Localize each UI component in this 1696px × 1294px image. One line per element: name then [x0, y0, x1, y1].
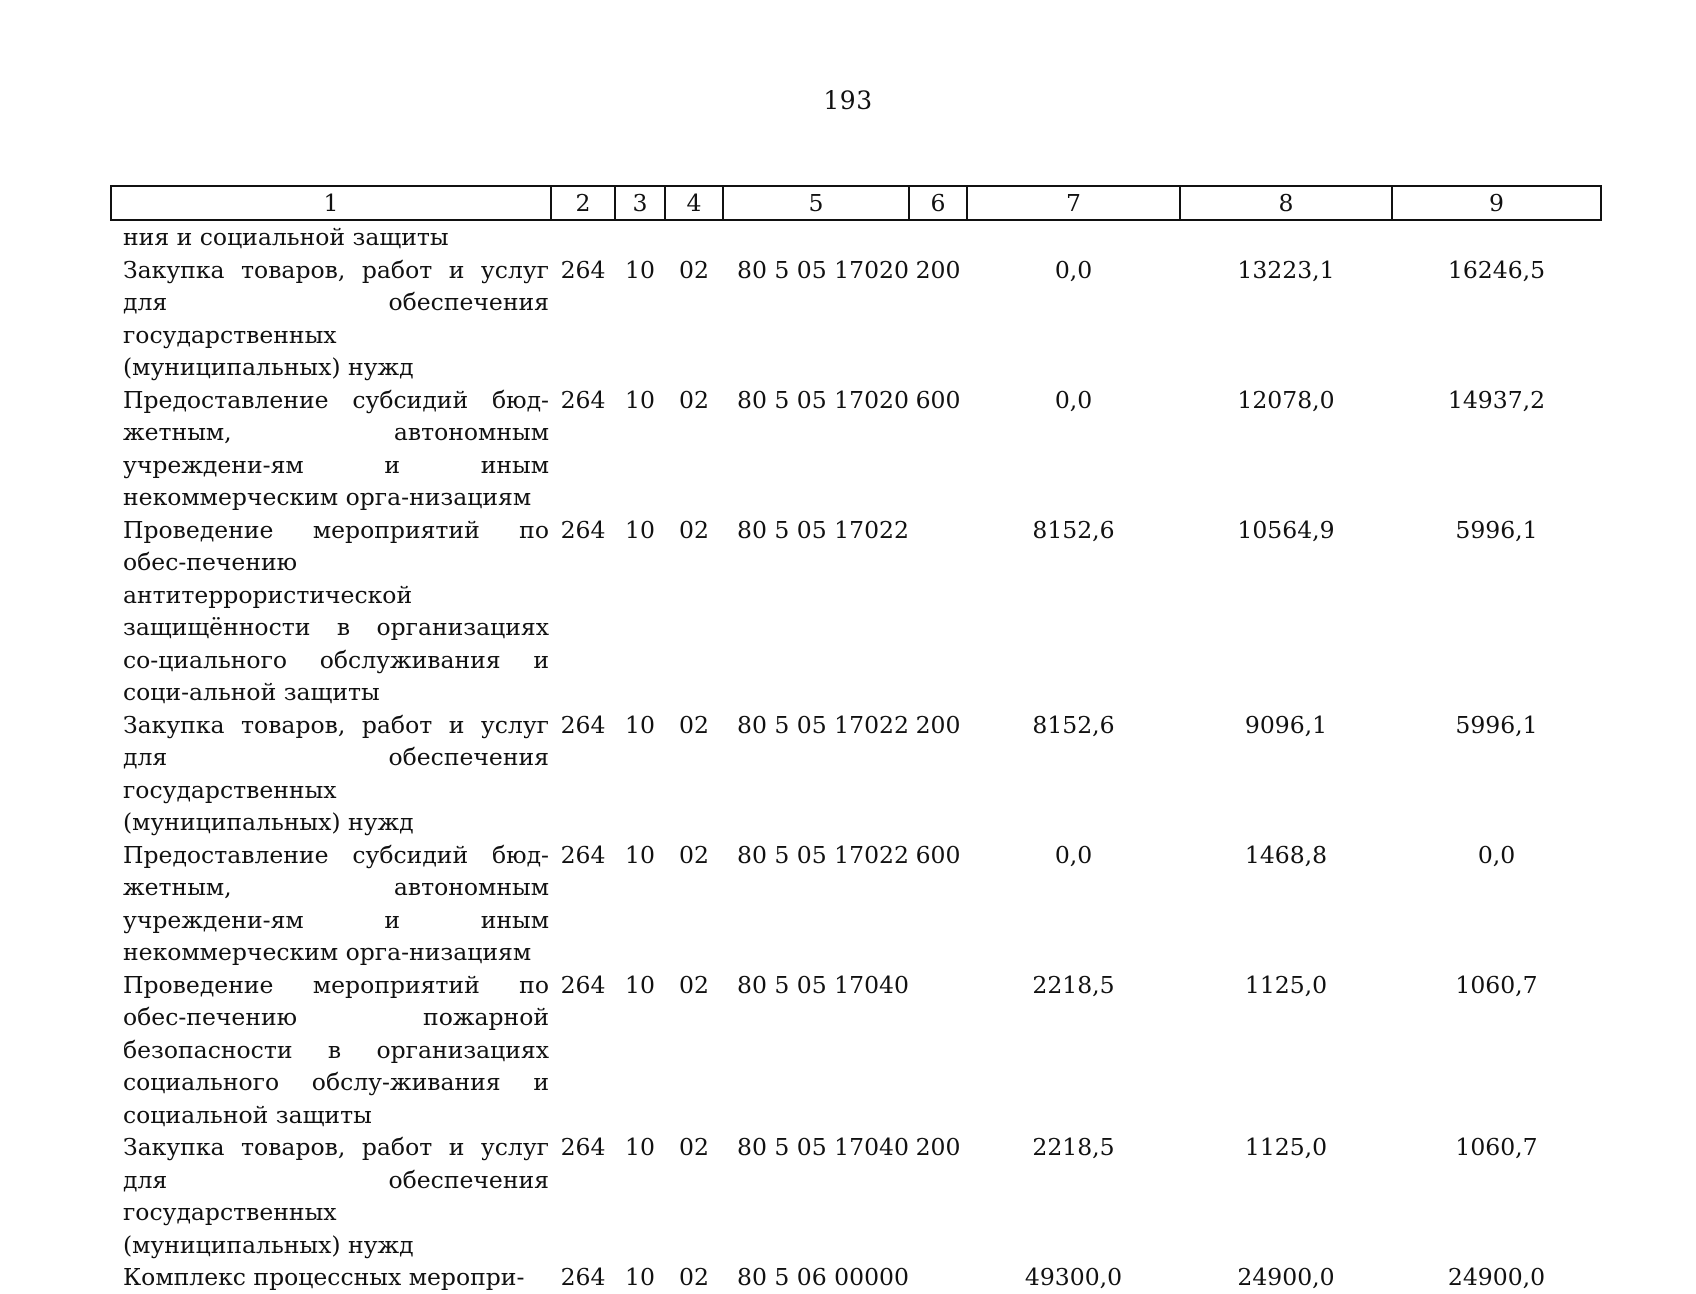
- row-name: Закупка товаров, работ и услуг для обеспечения государственных (муниципальных) нужд: [123, 255, 549, 381]
- row-target-article: 80 5 05 17020: [737, 255, 909, 284]
- row-target-article: 80 5 06 00000: [737, 1263, 909, 1291]
- row-target-article: 80 5 05 17022: [737, 840, 909, 869]
- row-grbs: [551, 220, 615, 254]
- row-section: 10: [625, 840, 655, 869]
- row-value-col8: 12078,0: [1237, 385, 1335, 414]
- row-expense-type: [909, 514, 967, 709]
- row-expense-type: [909, 1261, 967, 1294]
- table-row: [111, 384, 1601, 514]
- row-grbs: 264: [560, 1133, 606, 1161]
- row-value-col7: [967, 220, 1180, 254]
- row-value-col9: [1392, 220, 1601, 254]
- column-header-3: 3: [615, 186, 665, 220]
- row-value-col8: 1468,8: [1244, 840, 1328, 869]
- row-value-col8: 10564,9: [1237, 515, 1335, 544]
- column-header-8: 8: [1180, 186, 1392, 220]
- row-value-col7: 0,0: [1054, 385, 1093, 414]
- row-value-col7: 0,0: [1054, 255, 1093, 284]
- row-name: Комплекс процессных меропри-: [123, 1263, 525, 1291]
- row-target-article: [723, 220, 909, 254]
- row-value-col7: 0,0: [1054, 840, 1093, 869]
- row-expense-type: 600: [915, 840, 961, 869]
- row-subsection: 02: [679, 840, 709, 869]
- row-expense-type: 200: [915, 710, 961, 739]
- row-section: 10: [625, 1263, 655, 1291]
- column-header-7: 7: [967, 186, 1180, 220]
- column-header-6: 6: [909, 186, 967, 220]
- row-value-col7: 2218,5: [1032, 1133, 1115, 1161]
- row-value-col7: 2218,5: [1032, 970, 1115, 999]
- row-target-article: 80 5 05 17022: [737, 710, 909, 739]
- row-grbs: 264: [560, 970, 606, 999]
- row-grbs: 264: [560, 840, 606, 869]
- row-grbs: 264: [560, 385, 606, 414]
- row-value-col9: 16246,5: [1447, 255, 1546, 284]
- row-subsection: [665, 220, 723, 254]
- row-expense-type: 200: [915, 1133, 961, 1161]
- row-expense-type: 200: [915, 255, 961, 284]
- row-name: Закупка товаров, работ и услуг для обеспечения государственных (муниципальных) нужд: [123, 1133, 549, 1259]
- row-target-article: 80 5 05 17020: [737, 385, 909, 414]
- column-header-2: 2: [551, 186, 615, 220]
- row-value-col7: 8152,6: [1032, 515, 1115, 544]
- row-section: 10: [625, 255, 655, 284]
- row-value-col9: 14937,2: [1447, 385, 1546, 414]
- row-value-col9: 1060,7: [1455, 1133, 1538, 1161]
- row-value-col8: 24900,0: [1237, 1263, 1335, 1291]
- row-target-article: 80 5 05 17040: [737, 970, 909, 999]
- table-row: [111, 709, 1601, 839]
- row-subsection: 02: [679, 1133, 709, 1161]
- row-value-col9: 5996,1: [1455, 515, 1538, 544]
- row-section: 10: [625, 710, 655, 739]
- row-name: Проведение мероприятий по обес-печению антитеррористической защищённости в организациях со-циального обслуживания и соци-альной защиты: [123, 515, 549, 706]
- row-subsection: 02: [679, 385, 709, 414]
- row-subsection: 02: [679, 515, 709, 544]
- row-name: ния и социальной защиты: [123, 223, 449, 251]
- row-value-col8: [1180, 220, 1392, 254]
- row-value-col9: 1060,7: [1455, 970, 1538, 999]
- row-name: Проведение мероприятий по обес-печению пожарной безопасности в организациях социального обслу-живания и социальной защиты: [123, 970, 549, 1129]
- row-subsection: 02: [679, 1263, 709, 1291]
- column-header-1: 1: [111, 186, 551, 220]
- row-value-col9: 5996,1: [1455, 710, 1538, 739]
- row-grbs: 264: [560, 255, 606, 284]
- row-expense-type: [909, 220, 967, 254]
- row-value-col8: 1125,0: [1244, 970, 1328, 999]
- row-expense-type: [909, 969, 967, 1132]
- budget-table: [110, 185, 1602, 1294]
- row-value-col8: 13223,1: [1237, 255, 1335, 284]
- table-row: [111, 839, 1601, 969]
- table-row: [111, 1261, 1601, 1294]
- row-grbs: 264: [560, 1263, 606, 1291]
- table-row: [111, 220, 1601, 254]
- row-section: [615, 220, 665, 254]
- row-section: 10: [625, 515, 655, 544]
- row-value-col8: 1125,0: [1244, 1133, 1328, 1161]
- row-expense-type: 600: [915, 385, 961, 414]
- page-number: 193: [823, 86, 873, 115]
- row-target-article: 80 5 05 17022: [737, 515, 909, 544]
- row-value-col9: 24900,0: [1447, 1263, 1546, 1291]
- row-value-col8: 9096,1: [1244, 710, 1328, 739]
- table-row: [111, 254, 1601, 384]
- table-row: [111, 1131, 1601, 1261]
- column-header-5: 5: [723, 186, 909, 220]
- row-name: Предоставление субсидий бюд-жетным, автономным учреждени-ям и иным некоммерческим орга-низациям: [123, 385, 549, 511]
- row-value-col7: 49300,0: [1024, 1263, 1123, 1291]
- row-grbs: 264: [560, 710, 606, 739]
- header-row: [111, 186, 1601, 220]
- table-row: [111, 969, 1601, 1132]
- column-header-9: 9: [1392, 186, 1601, 220]
- row-target-article: 80 5 05 17040: [737, 1133, 909, 1161]
- row-section: 10: [625, 970, 655, 999]
- row-name: Предоставление субсидий бюд-жетным, автономным учреждени-ям и иным некоммерческим орга-низациям: [123, 840, 549, 966]
- row-subsection: 02: [679, 710, 709, 739]
- column-header-4: 4: [665, 186, 723, 220]
- row-section: 10: [625, 1133, 655, 1161]
- table-body: [111, 220, 1601, 1294]
- row-value-col7: 8152,6: [1032, 710, 1115, 739]
- row-name: Закупка товаров, работ и услуг для обеспечения государственных (муниципальных) нужд: [123, 710, 549, 836]
- table-header: [111, 186, 1601, 220]
- table-row: [111, 514, 1601, 709]
- row-section: 10: [625, 385, 655, 414]
- row-grbs: 264: [560, 515, 606, 544]
- row-value-col9: 0,0: [1477, 840, 1516, 869]
- row-subsection: 02: [679, 970, 709, 999]
- row-subsection: 02: [679, 255, 709, 284]
